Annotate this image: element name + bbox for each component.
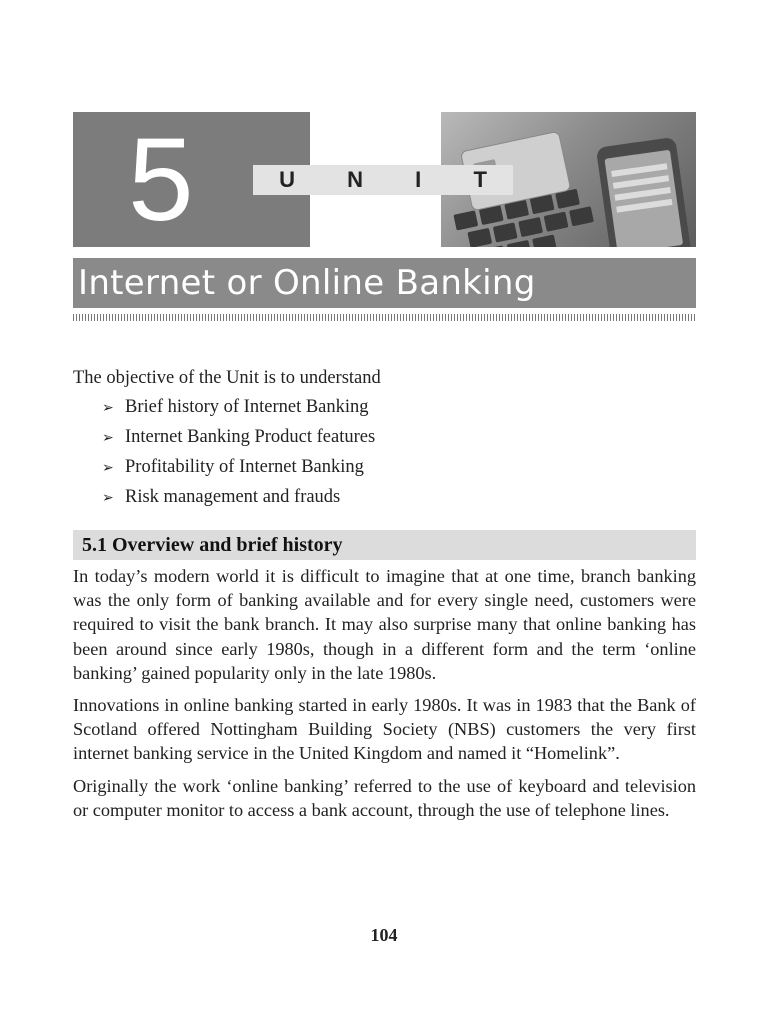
unit-label: [253, 165, 513, 195]
unit-letter: U: [279, 167, 295, 192]
arrow-bullet-icon: ➢: [102, 430, 114, 446]
title-divider: [73, 314, 696, 321]
section-heading: 5.1 Overview and brief history: [82, 534, 343, 556]
unit-letter: I: [415, 167, 422, 192]
arrow-bullet-icon: ➢: [102, 490, 114, 506]
arrow-bullet-icon: ➢: [102, 460, 114, 476]
unit-label-bar: [253, 165, 513, 195]
objective-text: Brief history of Internet Banking: [125, 397, 369, 417]
paragraph: Originally the work ‘online banking’ referred to the use of keyboard and television or computer monitor to access a bank account, through the use of telephone lines.: [73, 775, 696, 820]
objective-text: Profitability of Internet Banking: [125, 457, 364, 477]
objective-text: Risk management and frauds: [125, 487, 341, 507]
paragraph: In today’s modern world it is difficult to imagine that at one time, branch banking was the only form of banking available and for every single need, customers were required to visit the bank branch. It may also surprise many that online banking has been around since early 1980s, though in a different form and the term ‘online banking’ gained popularity only in the late 1980s.: [73, 566, 696, 683]
objectives: [73, 364, 696, 513]
list-item: [102, 423, 696, 453]
section-body: [73, 564, 696, 830]
unit-letter: N: [347, 167, 364, 192]
unit-header: [73, 112, 696, 247]
unit-title: Internet or Online Banking: [78, 263, 536, 303]
objectives-list: [73, 393, 696, 513]
page-number: 104: [370, 925, 398, 945]
paragraph: Innovations in online banking started in early 1980s. It was in 1983 that the Bank of Scotland offered Nottingham Building Society (NBS) customers the very first internet banking service in the United Kingdom and named it “Homelink”.: [73, 695, 696, 764]
unit-letter: T: [473, 167, 487, 192]
section-heading-bar: [73, 530, 696, 560]
list-item: [102, 393, 696, 423]
objectives-intro: The objective of the Unit is to understand: [73, 368, 381, 388]
arrow-bullet-icon: ➢: [102, 400, 114, 416]
unit-title-bar: [73, 258, 696, 308]
list-item: [102, 483, 696, 513]
objective-text: Internet Banking Product features: [125, 427, 376, 447]
list-item: [102, 453, 696, 483]
unit-number: 5: [128, 114, 194, 246]
